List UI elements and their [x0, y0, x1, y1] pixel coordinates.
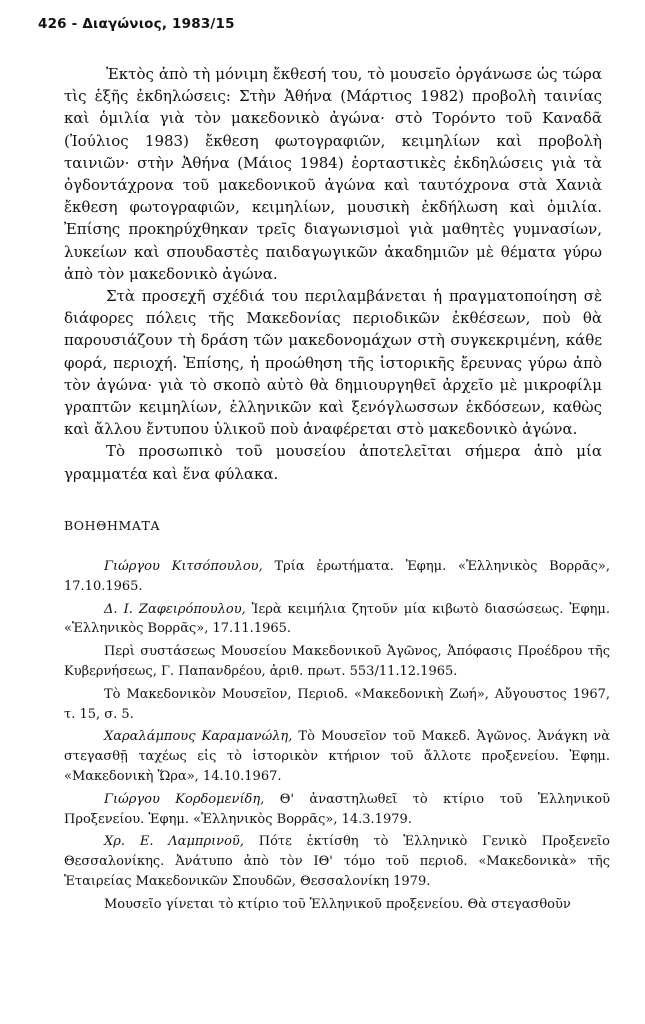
reference-entry: [64, 642, 610, 682]
reference-text: Τρία ἐρωτήματα. Ἐφημ. «Ἑλληνικὸς Βορρᾶς», 17.10.1965.: [64, 559, 610, 594]
reference-entry: [64, 895, 610, 915]
reference-text: Περὶ συστάσεως Μουσείου Μακεδονικοῦ Ἀγῶνος, Ἀπόφασις Προέδρου τῆς Κυβερνήσεως, Γ. Παπανδρέου, ἀριθ. πρωτ. 553/11.12.1965.: [64, 644, 610, 679]
reference-text: Ἱερὰ κειμήλια ζητοῦν μία κιβωτὸ διασώσεως. Ἐφημ. «Ἑλληνικὸς Βορρᾶς», 17.11.1965.: [64, 601, 610, 637]
reference-author: Γιώργου Κιτσόπουλου,: [104, 559, 263, 574]
reference-text: Μουσεῖο γίνεται τὸ κτίριο τοῦ Ἑλληνικοῦ προξενείου. Θὰ στεγασθοῦν: [104, 896, 571, 912]
page-header: 426 - Διαγώνιος, 1983/15: [38, 16, 235, 32]
reference-author: Δ. Ι. Ζαφειρόπουλου,: [104, 601, 246, 617]
reference-author: Γιώργου Κορδομενίδη,: [104, 791, 265, 807]
reference-text: Θ' ἀναστηλωθεῖ τὸ κτίριο τοῦ Ἑλληνικοῦ Προξενείου. Ἐφημ. «Ἑλληνικὸς Βορρᾶς», 14.3.1979.: [64, 791, 610, 827]
reference-entry: [64, 685, 610, 725]
reference-entry: [64, 790, 610, 830]
references-heading: ΒΟΗΘΗΜΑΤΑ: [64, 518, 161, 533]
references-list: [64, 557, 610, 918]
reference-author: Χαραλάμπους Καραμανώλη,: [104, 729, 293, 745]
reference-entry: [64, 557, 610, 597]
reference-author: Χρ. Ε. Λαμπρινοῦ,: [104, 834, 244, 850]
reference-text: Πότε ἐκτίσθη τὸ Ἑλληνικὸ Γενικὸ Προξενεῖο Θεσσαλονίκης. Ἀνάτυπο ἀπὸ τὸν ΙΘ' τόμο τοῦ περιοδ. «Μακεδονικὰ» τῆς Ἑταιρείας Μακεδονικῶν Σπουδῶν, Θεσσαλονίκη 1979.: [64, 834, 610, 889]
reference-entry: [64, 600, 610, 640]
paragraph: Ἐκτὸς ἀπὸ τὴ μόνιμη ἔκθεσή του, τὸ μουσεῖο ὀργάνωσε ὡς τώρα τὶς ἑξῆς ἐκδηλώσεις: Στὴν Ἀθήνα (Μάρτιος 1982) προβολὴ ταινίας καὶ ὁμιλία γιὰ τὸν μακεδονικὸ ἀγώνα· στὸ Τορόντο τοῦ Καναδᾶ (Ἰούλιος 1983) ἔκθεση φωτογραφιῶν, κειμηλίων καὶ προβολὴ ταινιῶν· στὴν Ἀθήνα (Μάιος 1984) ἑορταστικὲς ἐκδηλώσεις γιὰ τὰ ὀγδοντάχρονα τοῦ μακεδονικοῦ ἀγώνα καὶ ταυτόχρονα στὰ Χανιὰ ἔκθεση φωτογραφιῶν, κειμηλίων, μουσικὴ ἐκδήλωση καὶ ὁμιλία. Ἐπίσης προκηρύχθηκαν τρεῖς διαγωνισμοὶ γιὰ μαθητὲς γυμνασίων, λυκείων καὶ σπουδαστὲς παιδαγωγικῶν ἀκαδημιῶν μὲ θέματα γύρω ἀπὸ τὸν μακεδονικὸ ἀγώνα.: [64, 65, 602, 283]
main-text: [64, 63, 602, 485]
reference-entry: [64, 727, 610, 786]
reference-text: Τὸ Μακεδονικὸν Μουσεῖον, Περιοδ. «Μακεδονικὴ Ζωή», Αὔγουστος 1967, τ. 15, σ. 5.: [64, 686, 610, 722]
reference-entry: [64, 832, 610, 891]
paragraph: Τὸ προσωπικὸ τοῦ μουσείου ἀποτελεῖται σήμερα ἀπὸ μία γραμματέα καὶ ἕνα φύλακα.: [64, 442, 602, 483]
reference-text: Τὸ Μουσεῖον τοῦ Μακεδ. Ἀγῶνος. Ἀνάγκη νὰ στεγασθῇ ταχέως εἰς τὸ ἱστορικὸν κτήριον τοῦ ἄλλοτε προξενείου. Ἐφημ. «Μακεδονικὴ Ὥρα», 14.10.1967.: [64, 729, 610, 784]
paragraph: Στὰ προσεχῆ σχέδιά του περιλαμβάνεται ἡ πραγματοποίηση σὲ διάφορες πόλεις τῆς Μακεδονίας περιοδικῶν ἐκθέσεων, ποὺ θὰ παρουσιάζουν τὴ δράση τῶν μακεδονομάχων στὴ συγκεκριμένη, κάθε φορά, περιοχή. Ἐπίσης, ἡ προώθηση τῆς ἱστορικῆς ἔρευνας γύρω ἀπὸ τὸν ἀγώνα· γιὰ τὸ σκοπὸ αὐτὸ θὰ δημιουργηθεῖ ἀρχεῖο μὲ μικροφίλμ γραπτῶν κειμηλίων, ἑλληνικῶν καὶ ξενόγλωσσων ἐκδόσεων, καθὼς καὶ ἄλλου ἔντυπου ὑλικοῦ ποὺ ἀναφέρεται στὸ μακεδονικὸ ἀγώνα.: [64, 287, 602, 439]
